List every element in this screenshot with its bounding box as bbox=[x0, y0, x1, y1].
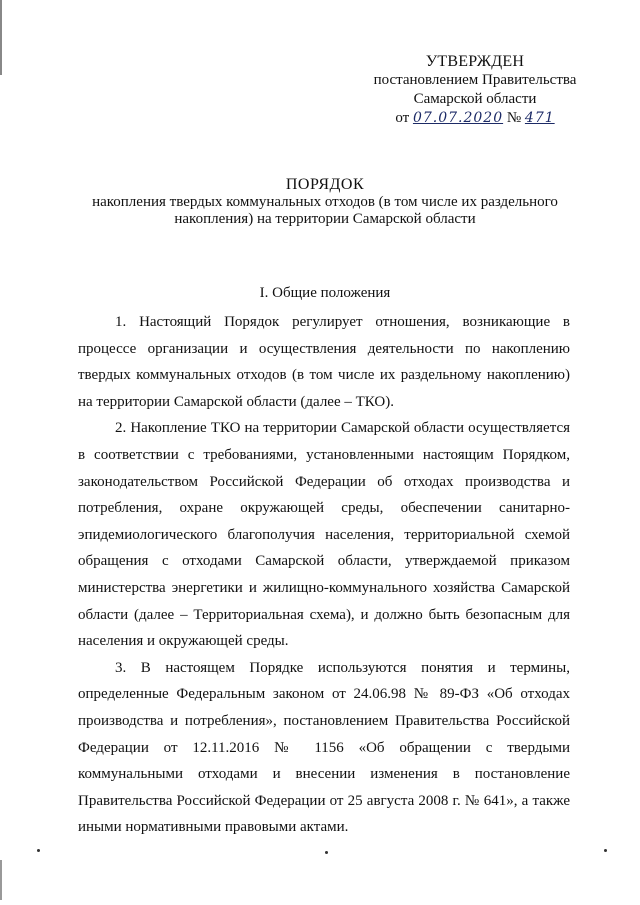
scan-edge-mark bbox=[0, 0, 2, 75]
approval-from-prefix: от bbox=[395, 110, 410, 126]
paragraph-3: 3. В настоящем Порядке используются понятия и термины, определенные Федеральным законом от 24.06.98 № 89-ФЗ «Об отходах производства и потребления», постановлением Правительства Российской Федерации от 12.11.2016 № 1156 «Об обращении с твердыми коммунальными отходами и внесении изменения в постановление Правительства Российской Федерации от 25 августа 2008 г. № 641», а также иными нормативными правовыми актами. bbox=[78, 659, 570, 836]
handwritten-date: 07.07.2020 bbox=[412, 110, 504, 126]
approval-line-2: Самарской области bbox=[413, 91, 537, 107]
paragraph-2: 2. Накопление ТКО на территории Самарской области осуществляется в соответствии с требованиями, установленными настоящим Порядком, законодательством Российской Федерации об отходах производства и потребления, охране окружающей среды, обеспечении санитарно-эпидемиологического благополучия населения, территориальной схемой обращения с отходами Самарской области, утверждаемой приказом министерства энергетики и жилищно-коммунального хозяйства Самарской области (далее – Территориальная схема), и должно быть безопасным для населения и окружающей среды. bbox=[78, 420, 570, 650]
approval-date-line bbox=[360, 109, 590, 128]
document-title: ПОРЯДОК bbox=[285, 176, 365, 193]
document-subtitle-line-1: накопления твердых коммунальных отходов (в том числе их раздельного bbox=[92, 194, 558, 210]
scan-speck bbox=[325, 851, 328, 854]
document-body bbox=[78, 309, 570, 841]
scan-edge-mark bbox=[0, 860, 2, 900]
section-heading: I. Общие положения bbox=[259, 285, 391, 301]
approval-stamp-block bbox=[360, 52, 590, 128]
approval-line-1: постановлением Правительства bbox=[373, 72, 577, 88]
scan-speck bbox=[604, 849, 607, 852]
approval-heading: УТВЕРЖДЕН bbox=[425, 53, 525, 70]
document-title-block bbox=[60, 176, 590, 228]
paragraph-1: 1. Настоящий Порядок регулирует отношения, возникающие в процессе организации и осуществления деятельности по накоплению твердых коммунальных отходов (в том числе их раздельному накоплению) на территории Самарской области (далее – ТКО). bbox=[78, 314, 570, 410]
approval-number-prefix: № bbox=[506, 110, 522, 126]
scan-speck bbox=[37, 849, 40, 852]
document-subtitle-line-2: накопления) на территории Самарской области bbox=[174, 211, 476, 227]
handwritten-number: 471 bbox=[524, 110, 555, 126]
